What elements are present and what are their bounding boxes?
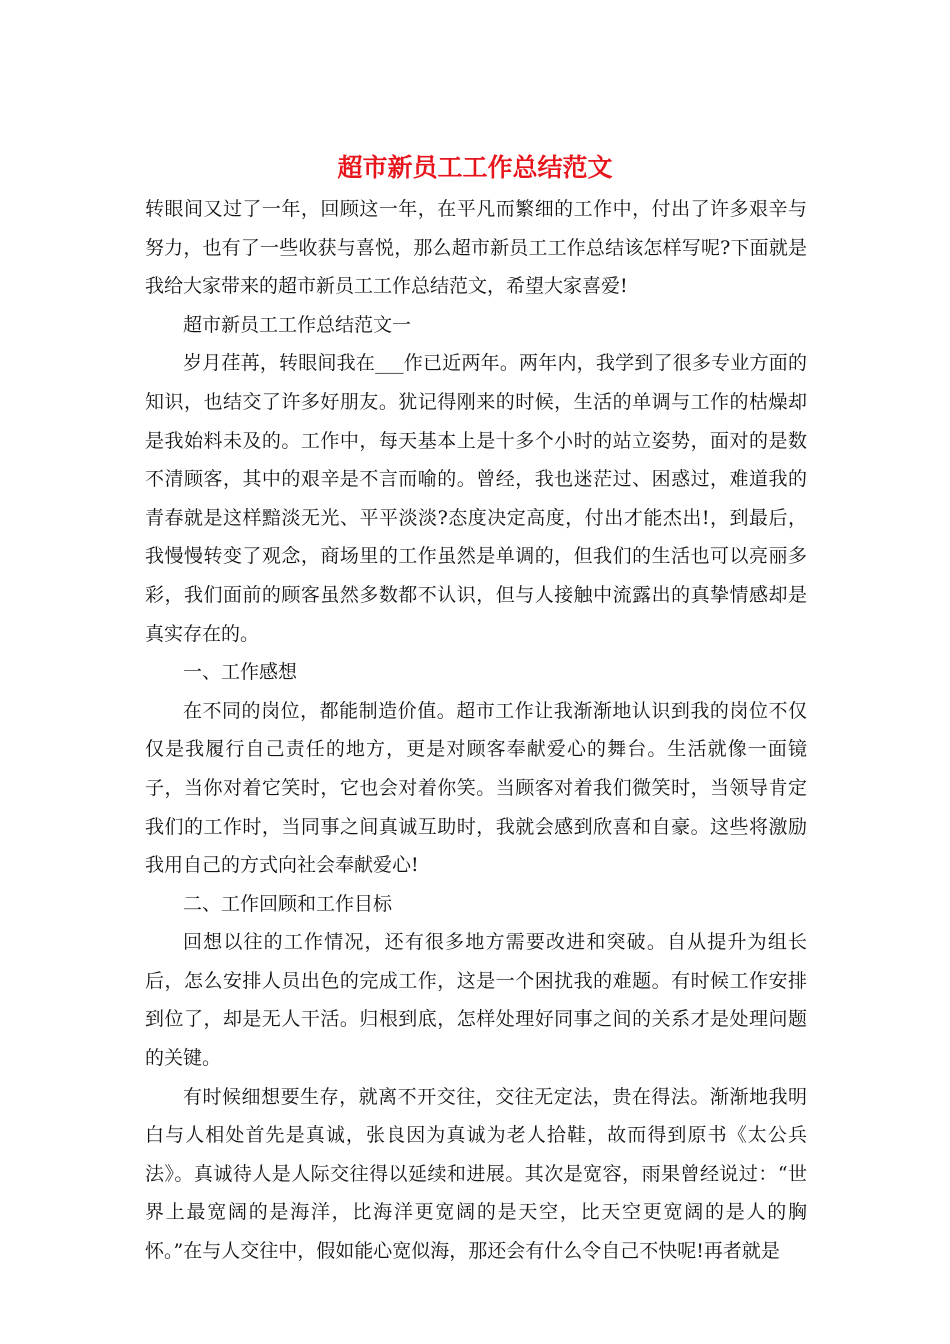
paragraph-review: 回想以往的工作情况，还有很多地方需要改进和突破。自从提升为组长后，怎么安排人员出色的完成工作，这是一个困扰我的难题。有时候工作安排到位了，却是无人干活。归根到底，怎样处理好同事之间的关系才是处理问题的关键。 xyxy=(145,931,807,1070)
heading-work-feelings: 一、工作感想 xyxy=(183,661,298,684)
document-body xyxy=(145,190,807,1271)
paragraph-intro: 转眼间又过了一年，回顾这一年，在平凡而繁细的工作中，付出了许多艰辛与努力，也有了一些收获与喜悦，那么超市新员工工作总结该怎样写呢?下面就是我给大家带来的超市新员工工作总结范文，希望大家喜爱! xyxy=(145,198,807,298)
paragraph-work-feelings: 在不同的岗位，都能制造价值。超市工作让我渐渐地认识到我的岗位不仅仅是我履行自己责任的地方，更是对顾客奉献爱心的舞台。生活就像一面镜子，当你对着它笑时，它也会对着你笑。当顾客对着我们微笑时，当领导肯定我们的工作时，当同事之间真诚互助时，我就会感到欣喜和自豪。这些将激励我用自己的方式向社会奉献爱心! xyxy=(145,699,807,877)
section-title-sample-one: 超市新员工工作总结范文一 xyxy=(183,313,412,336)
heading-review-and-goals: 二、工作回顾和工作目标 xyxy=(183,892,393,915)
document-title: 超市新员工工作总结范文 xyxy=(337,153,613,182)
paragraph-relationships: 有时候细想要生存，就离不开交往，交往无定法，贵在得法。渐渐地我明白与人相处首先是真诚，张良因为真诚为老人拾鞋，故而得到原书《太公兵法》。真诚待人是人际交往得以延续和进展。其次是宽容，雨果曾经说过：“世界上最宽阔的是海洋，比海洋更宽阔的是天空，比天空更宽阔的是人的胸怀。”在与人交往中，假如能心宽似海，那还会有什么令自己不快呢!再者就是 xyxy=(145,1085,807,1263)
paragraph-two-years: 岁月荏苒，转眼间我在___作已近两年。两年内，我学到了很多专业方面的知识，也结交了许多好朋友。犹记得刚来的时候，生活的单调与工作的枯燥却是我始料未及的。工作中，每天基本上是十多个小时的站立姿势，面对的是数不清顾客，其中的艰辛是不言而喻的。曾经，我也迷茫过、困惑过，难道我的青春就是这样黯淡无光、平平淡淡?态度决定高度，付出才能杰出!，到最后，我慢慢转变了观念，商场里的工作虽然是单调的，但我们的生活也可以亮丽多彩，我们面前的顾客虽然多数都不认识，但与人接触中流露出的真挚情感却是真实存在的。 xyxy=(145,352,807,645)
